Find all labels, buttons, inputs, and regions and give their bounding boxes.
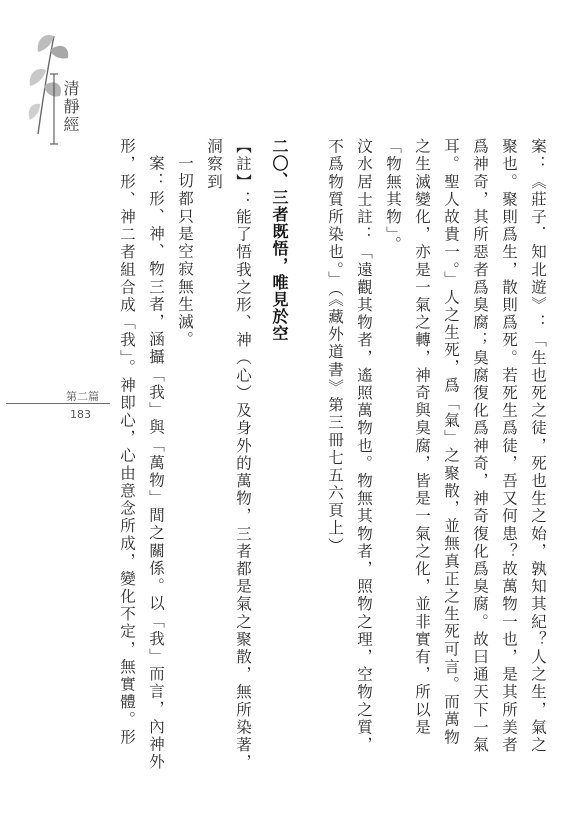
section-heading: 二〇、三者既悟，唯見於空 (270, 138, 289, 342)
quote-line: 聚也。聚則爲生，散則爲死。若死生爲徒，吾又何患？故萬物一也，是其所美者 (500, 138, 518, 754)
page-number: 183 (70, 408, 91, 421)
spacer (302, 138, 320, 778)
commentary-line: 汶水居士註：「遠觀其物者，遙照萬物也。物無其物者，照物之理，空物之質， (355, 138, 373, 754)
quote-line: 耳。聖人故貴一。」人之生死，爲「氣」之聚散，並無真正之生死可言。而萬物 (442, 138, 460, 747)
quote-line: 之生滅變化，亦是一氣之轉，神奇與臭腐，皆是一氣之化，並非實有，所以是 (413, 138, 431, 737)
vertical-text-body (112, 138, 552, 778)
explanation-line: 形，形、神二者組合成「我」。神即心，心由意念所成，變化不定，無實體。形 (118, 138, 136, 747)
quote-line: 「物無其物」。 (384, 138, 402, 254)
header-rule (6, 403, 110, 404)
note-line: 一切都只是空寂無生滅。 (176, 155, 194, 349)
quote-line: 爲神奇，其所惡者爲臭腐；臭腐復化爲神奇，神奇復化爲臭腐。故曰通天下一氣 (471, 138, 489, 754)
explanation-line: 案：形、神、物三者，涵攝「我」與「萬物」間之關係。以「我」而言，內神外 (147, 155, 165, 771)
note-line: 【註】：能了悟我之形、神（心）及身外的萬物，三者都是氣之聚散，無所染著，洞察到 (205, 138, 252, 772)
section-label: 第二篇 (66, 390, 99, 403)
brand-title: 清靜經 (61, 80, 80, 134)
commentary-line: 不爲物質所染也。」（《藏外道書》第三冊七五六頁上） (326, 138, 344, 555)
quote-line: 案：《莊子．知北遊》：「生也死之徒，死也生之始，孰知其紀？人之生，氣之 (529, 138, 547, 754)
brand-ornament (24, 16, 80, 146)
